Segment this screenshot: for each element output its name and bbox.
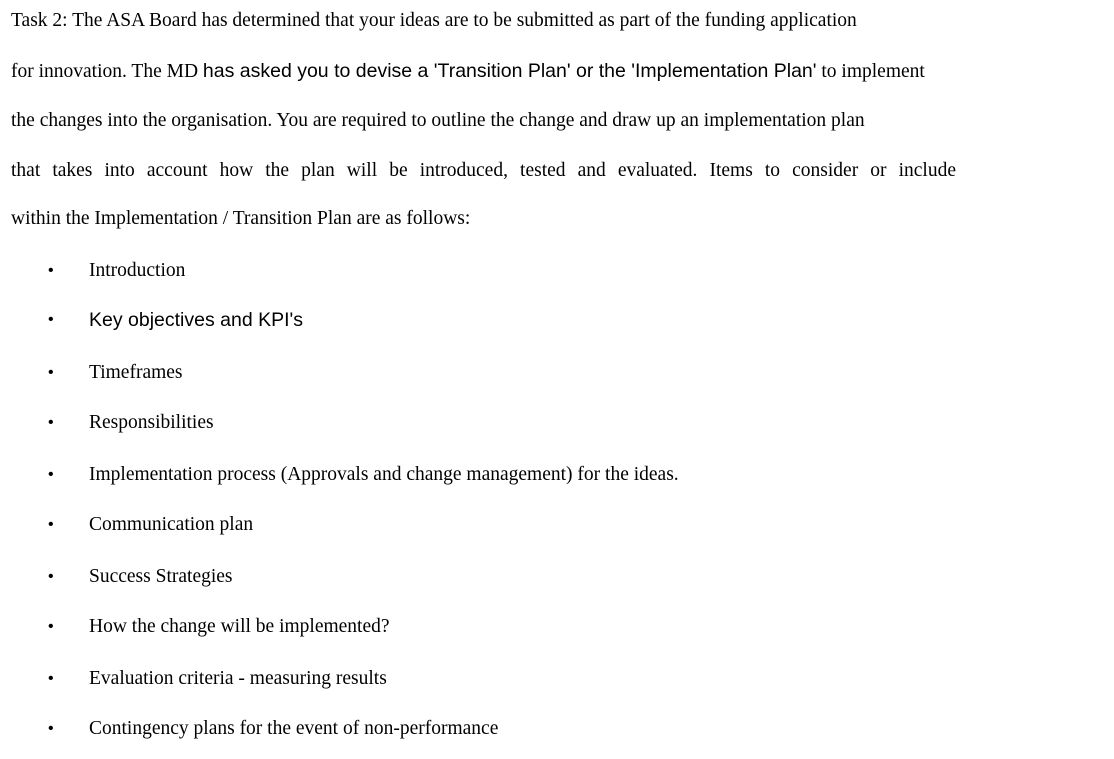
list-item-text: How the change will be implemented? [89,616,390,637]
bullet-icon: • [48,670,54,687]
bullet-icon: • [48,618,54,635]
bullet-icon: • [48,568,54,585]
bullet-icon: • [48,720,54,737]
list-item-text: Timeframes [89,362,183,383]
list-item-text: Responsibilities [89,412,214,433]
paragraph-line-1: Task 2: The ASA Board has determined that your ideas are to be submitted as part of the funding application [11,10,857,31]
list-item-text: Introduction [89,260,186,281]
list-item-text: Implementation process (Approvals and change management) for the ideas. [89,464,679,485]
list-item-text: Key objectives and KPI's [89,309,304,331]
list-item-text: Evaluation criteria - measuring results [89,668,387,689]
paragraph-line-4 [11,159,956,183]
paragraph-line-2 [11,59,925,84]
bullet-icon: • [48,262,54,279]
list-item-text: Communication plan [89,514,254,535]
paragraph-line-2-end: to implement [816,61,925,82]
paragraph-line-5: within the Implementation / Transition Plan are as follows: [11,208,471,229]
bullet-icon: • [48,364,54,381]
paragraph-line-2-sans-segment: has asked you to devise a 'Transition Plan' or the 'Implementation Plan' [202,60,817,82]
bullet-icon: • [48,311,54,328]
paragraph-line-4-text: that takes into account how the plan will be introduced, tested and evaluated. Items to consider or include [11,160,956,181]
paragraph-line-3: the changes into the organisation. You are required to outline the change and draw up an implementation plan [11,110,865,131]
list-item-text: Contingency plans for the event of non-performance [89,718,499,739]
paragraph-line-2-start: for innovation. The MD [11,61,203,82]
bullet-icon: • [48,414,54,431]
bullet-icon: • [48,516,54,533]
list-item-text: Success Strategies [89,566,233,587]
bullet-icon: • [48,466,54,483]
